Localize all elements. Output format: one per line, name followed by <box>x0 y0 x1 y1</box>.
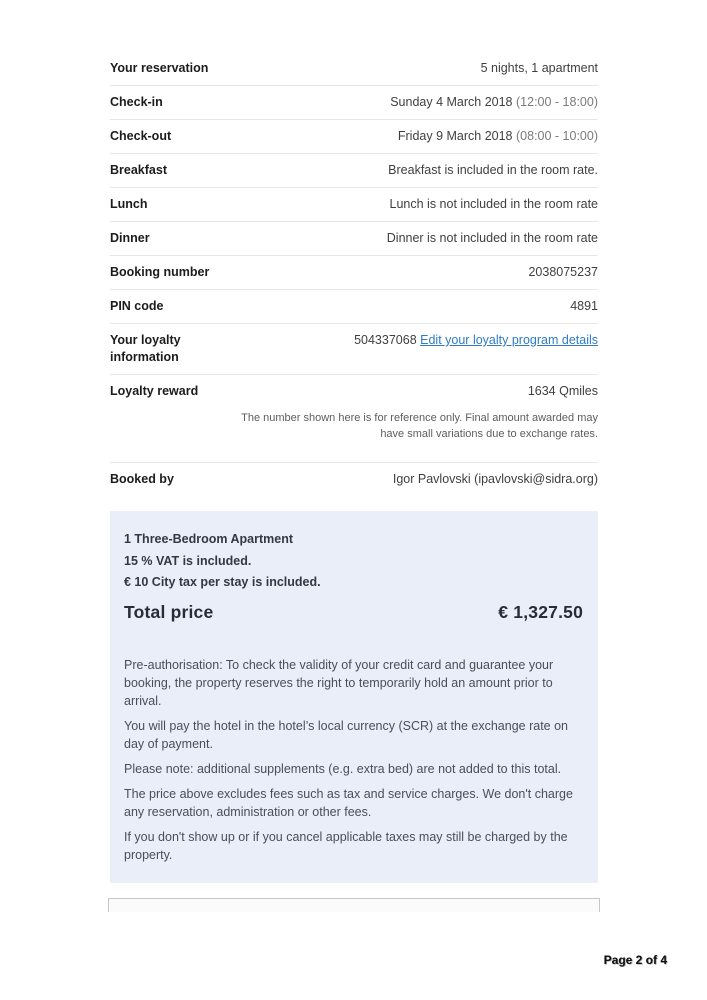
row-loyalty-information <box>110 323 598 374</box>
check-in-time: (12:00 - 18:00) <box>516 95 598 109</box>
row-value <box>222 94 598 111</box>
page-number: Page 2 of 4 <box>603 953 667 967</box>
pin-code-value: 4891 <box>570 299 598 313</box>
row-lunch <box>110 187 598 221</box>
row-value: Dinner is not included in the room rate <box>386 231 598 245</box>
check-out-date: Friday 9 March 2018 <box>397 129 513 143</box>
vat-line: 15 % VAT is included. <box>124 553 252 568</box>
row-loyalty-reward <box>110 375 598 402</box>
fees-paragraph: The price above excludes fees such as tax and service charges. We don't charge any reservation, administration or other fees. <box>124 786 573 819</box>
edit-loyalty-program-link[interactable]: Edit your loyalty program details <box>420 333 598 347</box>
total-price-value: € 1,327.50 <box>498 601 583 622</box>
row-value: 5 nights, 1 apartment <box>480 61 598 75</box>
row-label: Loyalty reward <box>110 384 199 398</box>
row-label: Dinner <box>110 231 150 245</box>
row-your-reservation <box>110 52 598 85</box>
row-check-in <box>110 85 598 119</box>
row-booking-number <box>110 255 598 289</box>
price-summary-panel <box>110 511 598 883</box>
loyalty-reward-value: 1634 Qmiles <box>527 384 598 398</box>
total-price-label: Total price <box>124 601 214 622</box>
check-out-time: (08:00 - 10:00) <box>516 129 598 143</box>
row-label: Breakfast <box>110 163 167 177</box>
row-label: Your loyalty information <box>110 333 181 364</box>
local-currency-paragraph: You will pay the hotel in the hotel’s local currency (SCR) at the exchange rate on day of payment. <box>124 718 569 751</box>
row-dinner <box>110 221 598 255</box>
row-value <box>222 128 598 145</box>
row-value: Lunch is not included in the room rate <box>389 197 598 211</box>
loyalty-reward-note: The number shown here is for reference only. Final amount awarded may have small variations due to exchange rates. <box>241 412 598 440</box>
row-label: Booked by <box>110 472 174 486</box>
total-price-row <box>124 602 583 623</box>
row-label: Booking number <box>110 265 210 279</box>
room-type-line: 1 Three-Bedroom Apartment <box>124 532 294 546</box>
row-label: Check-in <box>110 95 163 109</box>
row-value: Breakfast is included in the room rate. <box>388 163 598 177</box>
row-pin-code <box>110 289 598 323</box>
booking-number-value: 2038075237 <box>528 265 598 279</box>
pre-authorisation-paragraph: Pre-authorisation: To check the validity of your credit card and guarantee your booking, the property reserves the right to temporarily hold an amount prior to arrival. <box>124 657 554 708</box>
row-check-out <box>110 119 598 153</box>
row-loyalty-reward-group <box>110 374 598 462</box>
row-booked-by <box>110 462 598 496</box>
row-label: PIN code <box>110 299 164 313</box>
next-section-cutoff-box <box>108 898 600 912</box>
row-label: Your reservation <box>110 61 209 75</box>
no-show-paragraph: If you don't show up or if you cancel applicable taxes may still be charged by the property. <box>124 829 568 862</box>
price-terms <box>124 656 583 864</box>
check-in-date: Sunday 4 March 2018 <box>390 95 513 109</box>
row-label: Lunch <box>110 197 148 211</box>
row-breakfast <box>110 153 598 187</box>
booking-confirmation-details <box>110 52 598 912</box>
supplements-paragraph: Please note: additional supplements (e.g. extra bed) are not added to this total. <box>124 761 562 776</box>
loyalty-number: 504337068 <box>354 333 417 347</box>
booked-by-value: Igor Pavlovski (ipavlovski@sidra.org) <box>392 472 598 486</box>
row-label: Check-out <box>110 129 172 143</box>
city-tax-line: € 10 City tax per stay is included. <box>124 575 321 589</box>
row-value <box>222 332 598 349</box>
